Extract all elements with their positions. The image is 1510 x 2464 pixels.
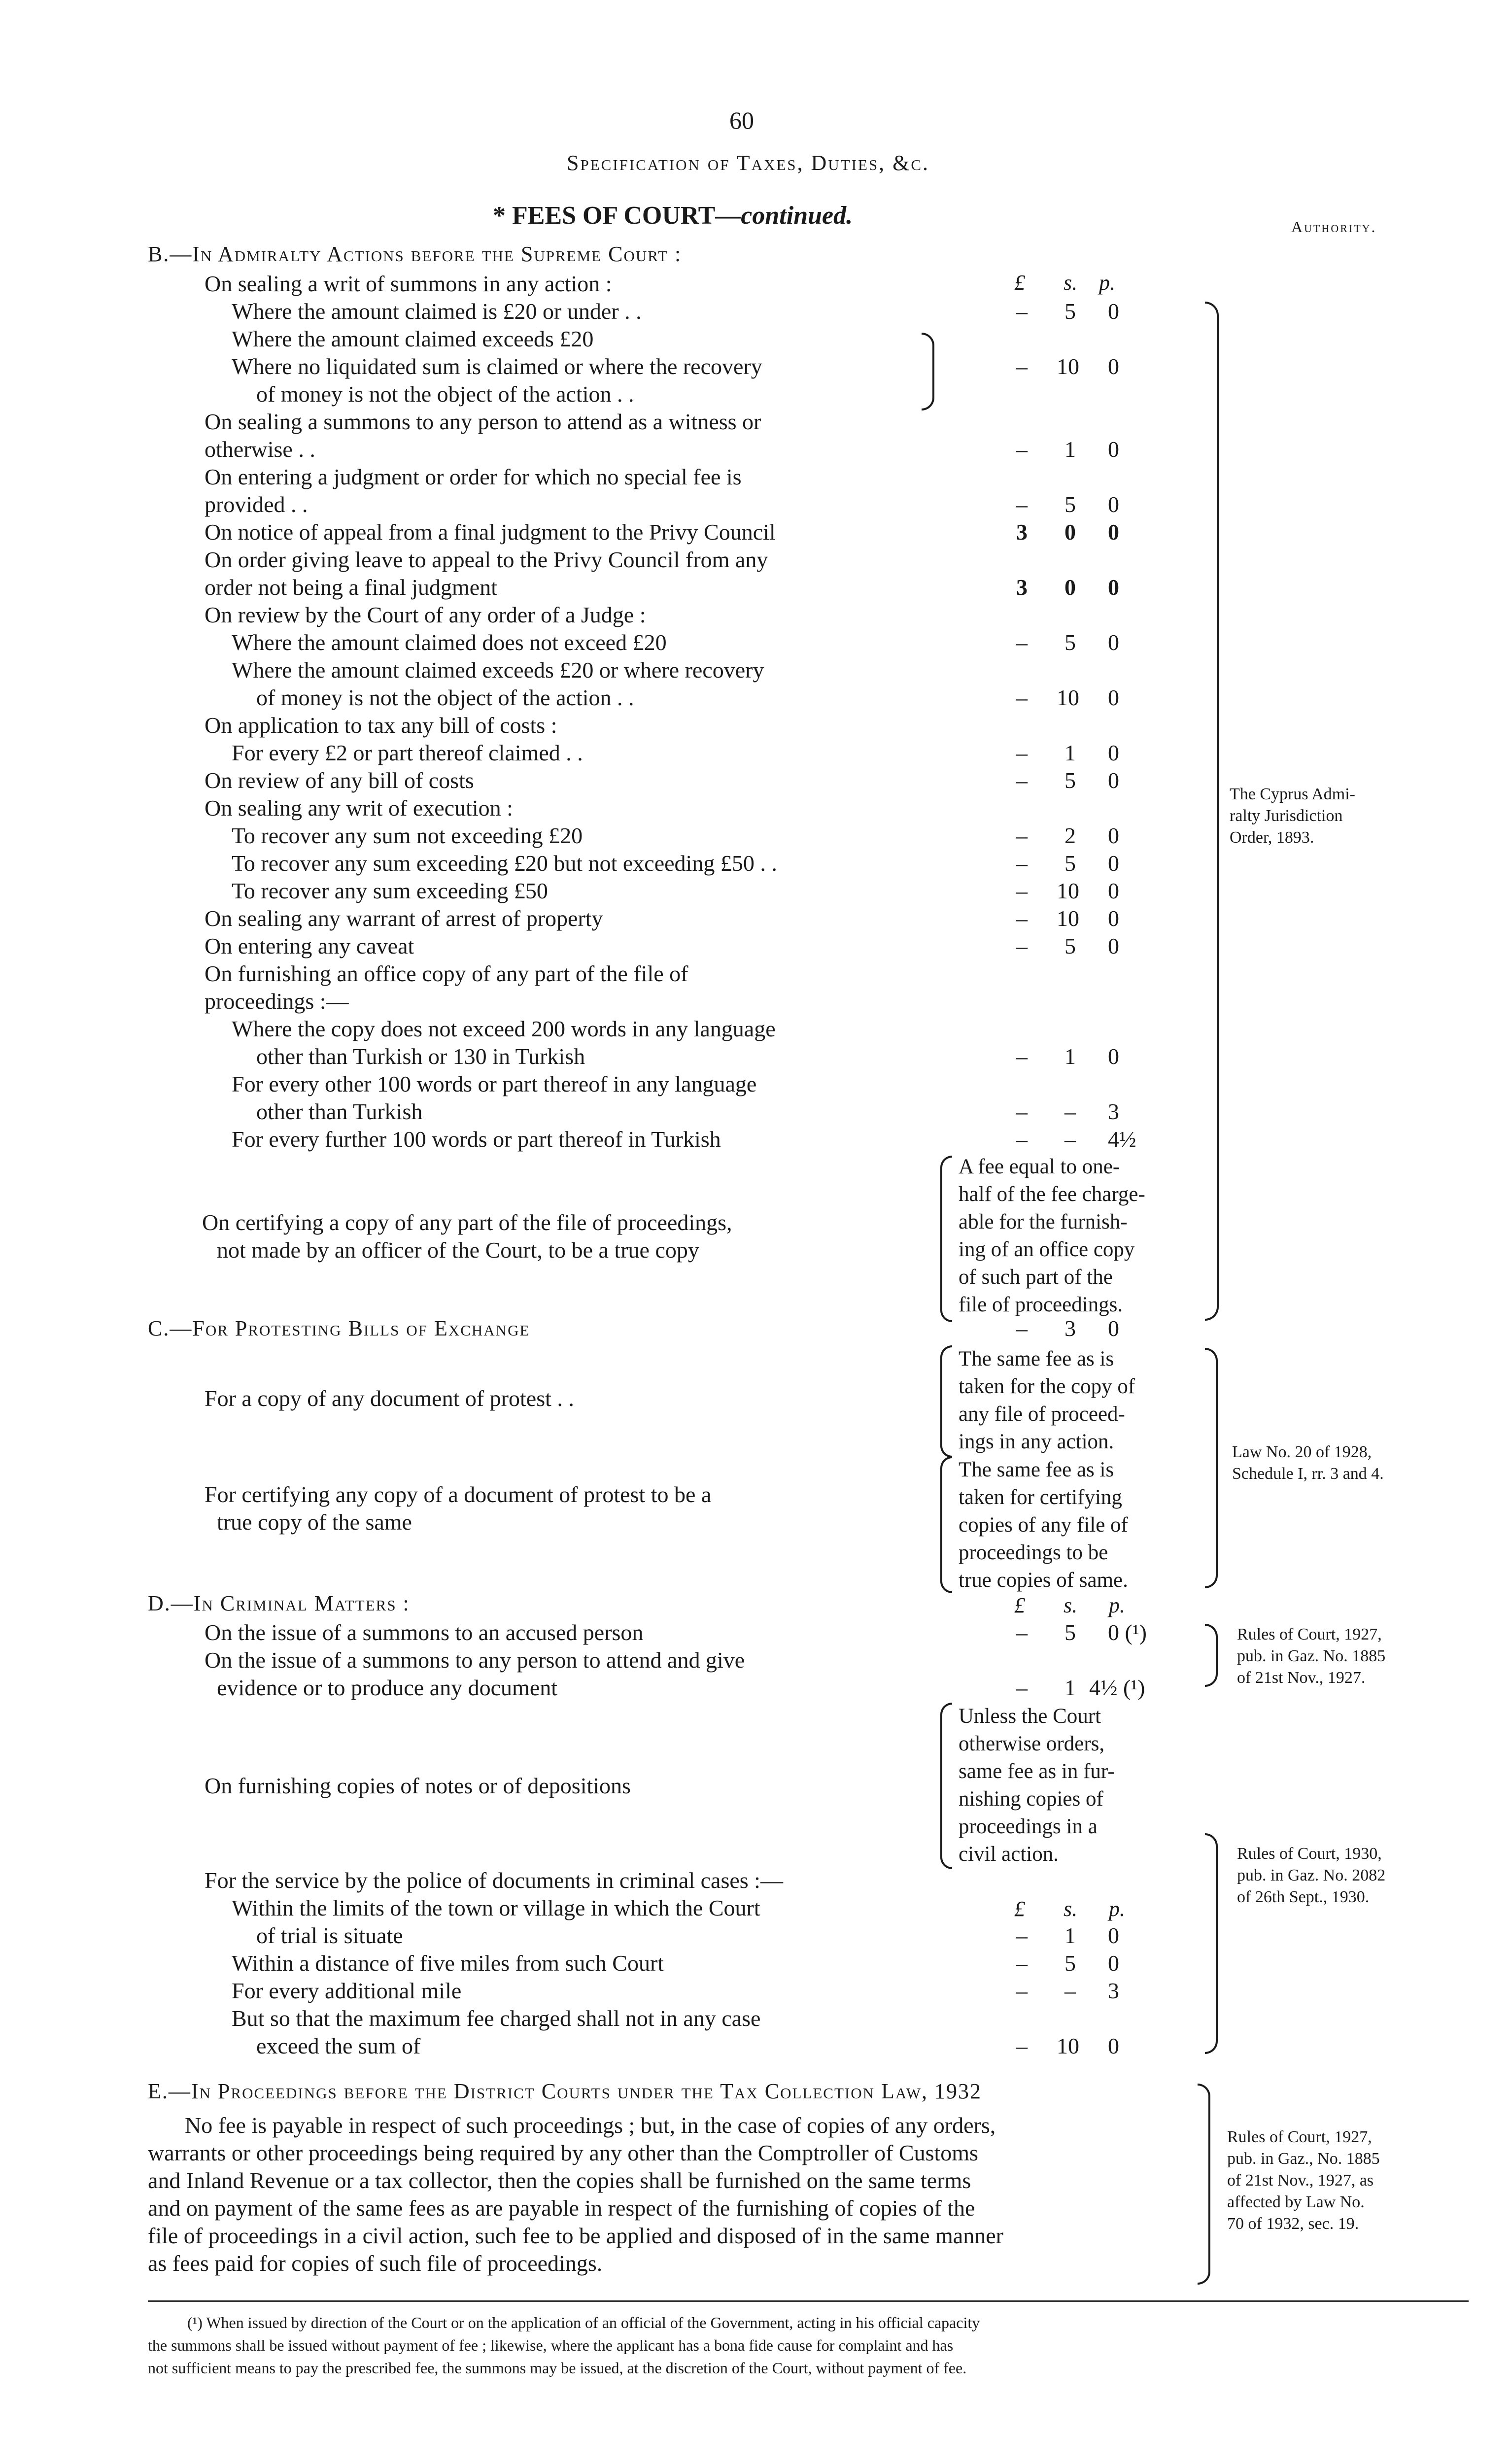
- currency-shillings: s.: [1064, 271, 1078, 295]
- fee-row-text: On sealing a summons to any person to attend as a witness or: [205, 409, 761, 434]
- authority-line: The Cyprus Admi-: [1230, 785, 1355, 803]
- d-row2-l: –: [1016, 1675, 1028, 1700]
- fee-amount-pounds: –: [1016, 630, 1028, 655]
- fee-row-text: On review of any bill of costs: [205, 768, 474, 793]
- note-brace-c1: [940, 1345, 952, 1458]
- authority-line: affected by Law No.: [1227, 2193, 1365, 2211]
- currency-shillings-d2: s.: [1064, 1897, 1078, 1921]
- authority-line: pub. in Gaz. No. 1885: [1237, 1647, 1386, 1665]
- footnote-line: not sufficient means to pay the prescribed fee, the summons may be issued, at the discretion of the Court, without payment of fee.: [148, 2359, 967, 2377]
- fee-row-text: of money is not the object of the action . .: [256, 381, 634, 407]
- note-line: A fee equal to one-: [959, 1155, 1120, 1178]
- fee-amount-pence: 0: [1108, 630, 1119, 655]
- c-amount-s: 3: [1064, 1316, 1076, 1341]
- c-row2-text-2: true copy of the same: [217, 1509, 412, 1535]
- fee-row-text: Where the amount claimed exceeds £20 or where recovery: [232, 657, 764, 683]
- fee-amount-pence: 3: [1108, 1099, 1119, 1124]
- police-amount-pounds: –: [1016, 1978, 1028, 2003]
- fee-amount-shillings: 0: [1064, 575, 1076, 600]
- fee-amount-pence: 0: [1108, 299, 1119, 324]
- fee-row-text: Where the amount claimed exceeds £20: [232, 326, 594, 351]
- fee-amount-pence: 0: [1108, 575, 1119, 600]
- section-e-line: and on payment of the same fees as are payable in respect of the furnishing of copies of the: [148, 2195, 975, 2221]
- authority-brace-c: [1205, 1348, 1218, 1588]
- authority-line: pub. in Gaz. No. 2082: [1237, 1866, 1386, 1884]
- police-row-text: Within a distance of five miles from such Court: [232, 1951, 664, 1976]
- fee-row-text: To recover any sum exceeding £50: [232, 878, 548, 903]
- fee-row-text: order not being a final judgment: [205, 575, 498, 600]
- fee-amount-pence: 0: [1108, 437, 1119, 462]
- authority-line: Schedule I, rr. 3 and 4.: [1232, 1465, 1384, 1483]
- fee-amount-shillings: 1: [1064, 740, 1076, 765]
- fee-amount-pence: 0: [1108, 768, 1119, 793]
- fee-amount-pounds: –: [1016, 906, 1028, 931]
- fee-row-text: To recover any sum exceeding £20 but not exceeding £50 . .: [232, 851, 777, 876]
- note-line: civil action.: [959, 1843, 1059, 1866]
- fee-amount-pounds: –: [1016, 878, 1028, 903]
- note-brace-b: [940, 1156, 952, 1322]
- authority-line: of 21st Nov., 1927, as: [1227, 2171, 1374, 2190]
- police-amount-pence: 3: [1108, 1978, 1119, 2003]
- section-b-heading: B.—In Admiralty Actions before the Supreme Court :: [148, 242, 682, 266]
- fee-row-text: otherwise . .: [205, 437, 315, 462]
- authority-brace-d2: [1205, 1833, 1218, 2054]
- fee-row-text: For every £2 or part thereof claimed . .: [232, 740, 583, 765]
- note-line: ings in any action.: [959, 1430, 1114, 1453]
- note-line: ing of an office copy: [959, 1238, 1135, 1261]
- d-row2-s: 1: [1064, 1675, 1076, 1700]
- page-number: 60: [729, 106, 754, 134]
- section-e-line: as fees paid for copies of such file of proceedings.: [148, 2251, 603, 2276]
- note-line: Unless the Court: [959, 1705, 1101, 1728]
- fee-amount-shillings: 10: [1057, 685, 1079, 710]
- currency-pence-d: p.: [1109, 1593, 1125, 1617]
- fee-row-text: To recover any sum not exceeding £20: [232, 823, 583, 848]
- authority-column-heading: Authority.: [1291, 218, 1377, 236]
- authority-brace-d1: [1205, 1624, 1218, 1687]
- running-title: Specification of Taxes, Duties, &c.: [567, 151, 930, 175]
- fee-amount-pounds: –: [1016, 437, 1028, 462]
- note-line: proceedings to be: [959, 1541, 1108, 1564]
- note-line: taken for the copy of: [959, 1375, 1135, 1398]
- d-row2-text-1: On the issue of a summons to any person to attend and give: [205, 1647, 745, 1673]
- police-row-text: of trial is situate: [256, 1923, 403, 1948]
- police-amount-shillings: 1: [1064, 1923, 1076, 1948]
- fee-amount-shillings: 5: [1064, 492, 1076, 517]
- brace-right: [922, 333, 934, 411]
- note-line: The same fee as is: [959, 1458, 1114, 1481]
- d-row2-d: 4½ (¹): [1089, 1675, 1145, 1700]
- fee-row-text: On notice of appeal from a final judgment to the Privy Council: [205, 519, 776, 545]
- note-brace-d: [940, 1703, 952, 1869]
- note-line: file of proceedings.: [959, 1293, 1123, 1316]
- police-amount-shillings: 10: [1057, 2033, 1079, 2058]
- police-intro: For the service by the police of documents in criminal cases :—: [205, 1868, 783, 1893]
- fee-row-text: provided . .: [205, 492, 308, 517]
- fee-amount-pence: 0: [1108, 933, 1119, 958]
- police-amount-pounds: –: [1016, 1951, 1028, 1976]
- fee-amount-pence: 0: [1108, 492, 1119, 517]
- fees-title-cont: continued.: [741, 202, 853, 230]
- authority-line: Rules of Court, 1930,: [1237, 1845, 1382, 1863]
- footnote-separator: [148, 2300, 1469, 2302]
- fee-amount-pence: 0: [1108, 1044, 1119, 1069]
- police-amount-pence: 0: [1108, 1951, 1119, 1976]
- fee-amount-pounds: –: [1016, 1044, 1028, 1069]
- fee-amount-pounds: –: [1016, 354, 1028, 379]
- police-amount-pence: 0: [1108, 2033, 1119, 2058]
- fee-amount-shillings: 1: [1064, 1044, 1076, 1069]
- fee-amount-pence: 4½: [1108, 1127, 1136, 1152]
- fee-amount-pence: 0: [1108, 878, 1119, 903]
- c-amount-l: –: [1016, 1316, 1028, 1341]
- fee-amount-shillings: –: [1064, 1127, 1076, 1152]
- certify-text-2: not made by an officer of the Court, to be a true copy: [217, 1237, 699, 1263]
- note-line: copies of any file of: [959, 1513, 1128, 1537]
- note-line: half of the fee charge-: [959, 1183, 1145, 1206]
- fee-amount-shillings: 5: [1064, 933, 1076, 958]
- fee-amount-shillings: 10: [1057, 878, 1079, 903]
- police-row-text: exceed the sum of: [256, 2033, 421, 2058]
- section-e-line: file of proceedings in a civil action, such fee to be applied and disposed of in the same manner: [148, 2223, 1003, 2248]
- footnote-line: (¹) When issued by direction of the Court or on the application of an official of the Government, acting in his official capacity: [187, 2314, 980, 2331]
- fee-row-text: other than Turkish: [256, 1099, 423, 1124]
- note-line: true copies of same.: [959, 1569, 1128, 1592]
- fee-amount-pence: 0: [1108, 823, 1119, 848]
- police-amount-pounds: –: [1016, 1923, 1028, 1948]
- c-row1-text: For a copy of any document of protest . .: [205, 1386, 574, 1411]
- fee-row-text: On entering a judgment or order for which no special fee is: [205, 464, 742, 489]
- d-row1-s: 5: [1064, 1620, 1076, 1645]
- fee-amount-pence: 0: [1108, 906, 1119, 931]
- section-e-line: warrants or other proceedings being required by any other than the Comptroller of Customs: [148, 2140, 978, 2165]
- fee-amount-pounds: –: [1016, 1099, 1028, 1124]
- fees-title: [493, 201, 853, 230]
- section-d-heading: D.—In Criminal Matters :: [148, 1591, 410, 1615]
- fee-amount-pounds: –: [1016, 933, 1028, 958]
- authority-line: Law No. 20 of 1928,: [1232, 1443, 1372, 1461]
- note-line: of such part of the: [959, 1266, 1113, 1289]
- fee-row-text: Where the amount claimed is £20 or under . .: [232, 299, 642, 324]
- fee-amount-pence: 0: [1108, 519, 1119, 545]
- fee-amount-shillings: 5: [1064, 851, 1076, 876]
- fee-amount-shillings: 5: [1064, 299, 1076, 324]
- fee-amount-pounds: –: [1016, 740, 1028, 765]
- authority-line: Order, 1893.: [1230, 828, 1314, 847]
- police-amount-shillings: –: [1064, 1978, 1076, 2003]
- fee-amount-shillings: 5: [1064, 630, 1076, 655]
- fee-amount-pounds: –: [1016, 823, 1028, 848]
- fee-amount-pence: 0: [1108, 740, 1119, 765]
- fee-row-text: For every other 100 words or part thereof in any language: [232, 1071, 757, 1096]
- footnote-line: the summons shall be issued without payment of fee ; likewise, where the applicant has a bona fide cause for complaint and has: [148, 2336, 954, 2354]
- c-row2-text-1: For certifying any copy of a document of protest to be a: [205, 1482, 712, 1507]
- fee-amount-shillings: 10: [1057, 906, 1079, 931]
- fees-title-main: * FEES OF COURT—: [493, 202, 741, 230]
- fee-row-text: On furnishing an office copy of any part of the file of: [205, 961, 688, 986]
- fee-row-text: other than Turkish or 130 in Turkish: [256, 1044, 585, 1069]
- fee-row-text: On entering any caveat: [205, 933, 414, 958]
- currency-pounds: £: [1014, 271, 1025, 295]
- police-row-text: For every additional mile: [232, 1978, 462, 2003]
- authority-line: ralty Jurisdiction: [1230, 807, 1343, 825]
- police-row-text: But so that the maximum fee charged shall not in any case: [232, 2006, 761, 2031]
- note-line: proceedings in a: [959, 1815, 1098, 1838]
- note-line: able for the furnish-: [959, 1210, 1128, 1233]
- d-row1-text: On the issue of a summons to an accused person: [205, 1620, 644, 1645]
- section-c-heading: C.—For Protesting Bills of Exchange: [148, 1316, 530, 1340]
- c-amount-d: 0: [1108, 1316, 1119, 1341]
- section-e-line: and Inland Revenue or a tax collector, then the copies shall be furnished on the same terms: [148, 2168, 971, 2193]
- currency-pence: p.: [1099, 271, 1115, 295]
- fee-amount-shillings: 2: [1064, 823, 1076, 848]
- fee-row-text: Where the amount claimed does not exceed £20: [232, 630, 667, 655]
- currency-pence-d2: p.: [1109, 1897, 1125, 1921]
- police-row-text: Within the limits of the town or village in which the Court: [232, 1895, 760, 1920]
- fee-row-text: proceedings :—: [205, 989, 349, 1014]
- d-row1-d: 0 (¹): [1108, 1620, 1147, 1645]
- authority-line: of 26th Sept., 1930.: [1237, 1888, 1370, 1906]
- fee-amount-pounds: –: [1016, 685, 1028, 710]
- authority-line: Rules of Court, 1927,: [1227, 2128, 1372, 2146]
- fee-amount-pounds: –: [1016, 768, 1028, 793]
- authority-line: 70 of 1932, sec. 19.: [1227, 2215, 1359, 2233]
- note-line: otherwise orders,: [959, 1732, 1105, 1755]
- note-line: taken for certifying: [959, 1486, 1122, 1509]
- fee-amount-shillings: 5: [1064, 768, 1076, 793]
- fee-amount-pounds: 3: [1016, 519, 1028, 545]
- fee-amount-shillings: –: [1064, 1099, 1076, 1124]
- fee-amount-pence: 0: [1108, 685, 1119, 710]
- currency-pounds-d2: £: [1014, 1897, 1025, 1921]
- fee-row-text: of money is not the object of the action . .: [256, 685, 634, 710]
- note-line: The same fee as is: [959, 1347, 1114, 1370]
- fee-row-text: On sealing any warrant of arrest of property: [205, 906, 603, 931]
- police-amount-pence: 0: [1108, 1923, 1119, 1948]
- fee-row-text: For every further 100 words or part thereof in Turkish: [232, 1127, 721, 1152]
- note-line: nishing copies of: [959, 1787, 1103, 1811]
- fee-row-text: On application to tax any bill of costs :: [205, 713, 557, 738]
- authority-brace-b: [1205, 302, 1219, 1321]
- police-amount-pounds: –: [1016, 2033, 1028, 2058]
- fee-amount-pounds: –: [1016, 851, 1028, 876]
- note-line: same fee as in fur-: [959, 1760, 1115, 1783]
- fee-amount-pounds: –: [1016, 1127, 1028, 1152]
- fee-amount-pounds: 3: [1016, 575, 1028, 600]
- authority-brace-e: [1198, 2084, 1210, 2285]
- d-row3-text: On furnishing copies of notes or of depositions: [205, 1773, 631, 1798]
- fee-amount-pounds: –: [1016, 492, 1028, 517]
- fee-row-text: Where no liquidated sum is claimed or where the recovery: [232, 354, 762, 379]
- authority-line: Rules of Court, 1927,: [1237, 1625, 1382, 1643]
- fee-amount-pence: 0: [1108, 851, 1119, 876]
- d-row1-l: –: [1016, 1620, 1028, 1645]
- section-e-line: No fee is payable in respect of such proceedings ; but, in the case of copies of any orders,: [185, 2113, 996, 2138]
- currency-pounds-d: £: [1014, 1593, 1025, 1617]
- fee-amount-shillings: 1: [1064, 437, 1076, 462]
- fee-row-text: On review by the Court of any order of a Judge :: [205, 602, 646, 627]
- note-line: any file of proceed-: [959, 1403, 1125, 1426]
- police-amount-shillings: 5: [1064, 1951, 1076, 1976]
- fee-amount-shillings: 10: [1057, 354, 1079, 379]
- fee-amount-shillings: 0: [1064, 519, 1076, 545]
- section-e-heading: E.—In Proceedings before the District Courts under the Tax Collection Law, 1932: [148, 2079, 982, 2103]
- authority-line: pub. in Gaz., No. 1885: [1227, 2150, 1380, 2168]
- currency-shillings-d: s.: [1064, 1593, 1078, 1617]
- authority-line: of 21st Nov., 1927.: [1237, 1669, 1366, 1687]
- fee-amount-pounds: –: [1016, 299, 1028, 324]
- fee-row-text: On order giving leave to appeal to the Privy Council from any: [205, 547, 768, 572]
- d-row2-text-2: evidence or to produce any document: [217, 1675, 558, 1700]
- note-brace-c2: [940, 1456, 952, 1593]
- fee-row-text: On sealing a writ of summons in any action :: [205, 271, 612, 296]
- fee-row-text: On sealing any writ of execution :: [205, 795, 513, 821]
- fee-row-text: Where the copy does not exceed 200 words in any language: [232, 1016, 776, 1041]
- certify-text-1: On certifying a copy of any part of the file of proceedings,: [202, 1210, 732, 1235]
- fee-amount-pence: 0: [1108, 354, 1119, 379]
